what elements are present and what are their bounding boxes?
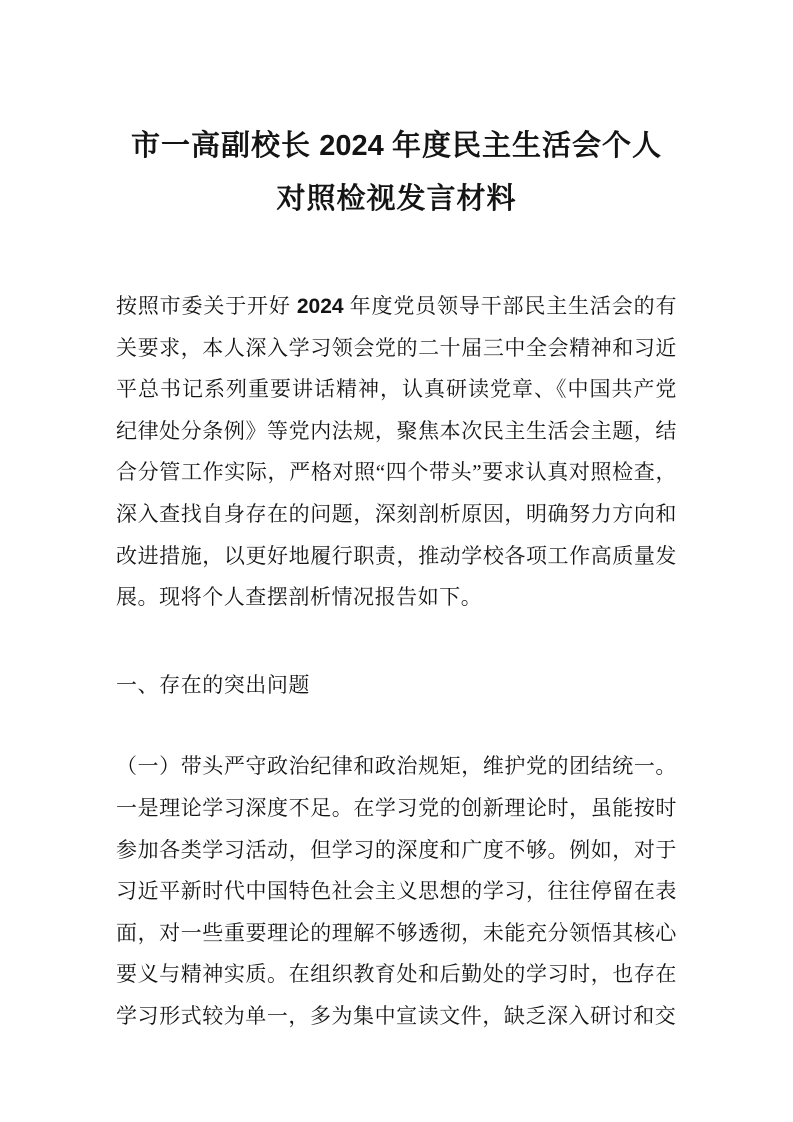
- intro-paragraph: [116, 286, 677, 619]
- title-year: 2024: [319, 130, 384, 162]
- intro-text-post: 年度党员领导干部民主生活会的有关要求，本人深入学习领会党的二十届三中全会精神和习近平总书记系列重要讲话精神，认真研读党章、《中国共产党纪律处分条例》等党内法规，聚焦本次民主生活会主题，结合分管工作实际，严格对照“四个带头”要求认真对照检查，深入查找自身存在的问题，深刻剖析原因，明确努力方向和改进措施，以更好地履行职责，推动学校各项工作高质量发展。现将个人查摆剖析情况报告如下。: [116, 294, 677, 610]
- section1-heading: 一、存在的突出问题: [116, 672, 310, 697]
- intro-text-pre: 按照市委关于开好: [116, 294, 297, 318]
- title-text-pre: 市一高副校长: [130, 130, 320, 162]
- title-text-post: 年度民主生活会个人对照检视发言材料: [276, 130, 663, 215]
- intro-year: 2024: [296, 295, 344, 318]
- document-title: [116, 120, 677, 226]
- section1-sub1-paragraph: （一）带头严守政治纪律和政治规矩，维护党的团结统一。一是理论学习深度不足。在学习党的创新理论时，虽能按时参加各类学习活动，但学习的深度和广度不够。例如，对于习近平新时代中国特色社会主义思想的学习，往往停留在表面，对一些重要理论的理解不够透彻，未能充分领悟其核心要义与精神实质。在组织教育处和后勤处的学习时，也存在学习形式较为单一，多为集中宣读文件，缺乏深入研讨和交: [116, 754, 677, 1028]
